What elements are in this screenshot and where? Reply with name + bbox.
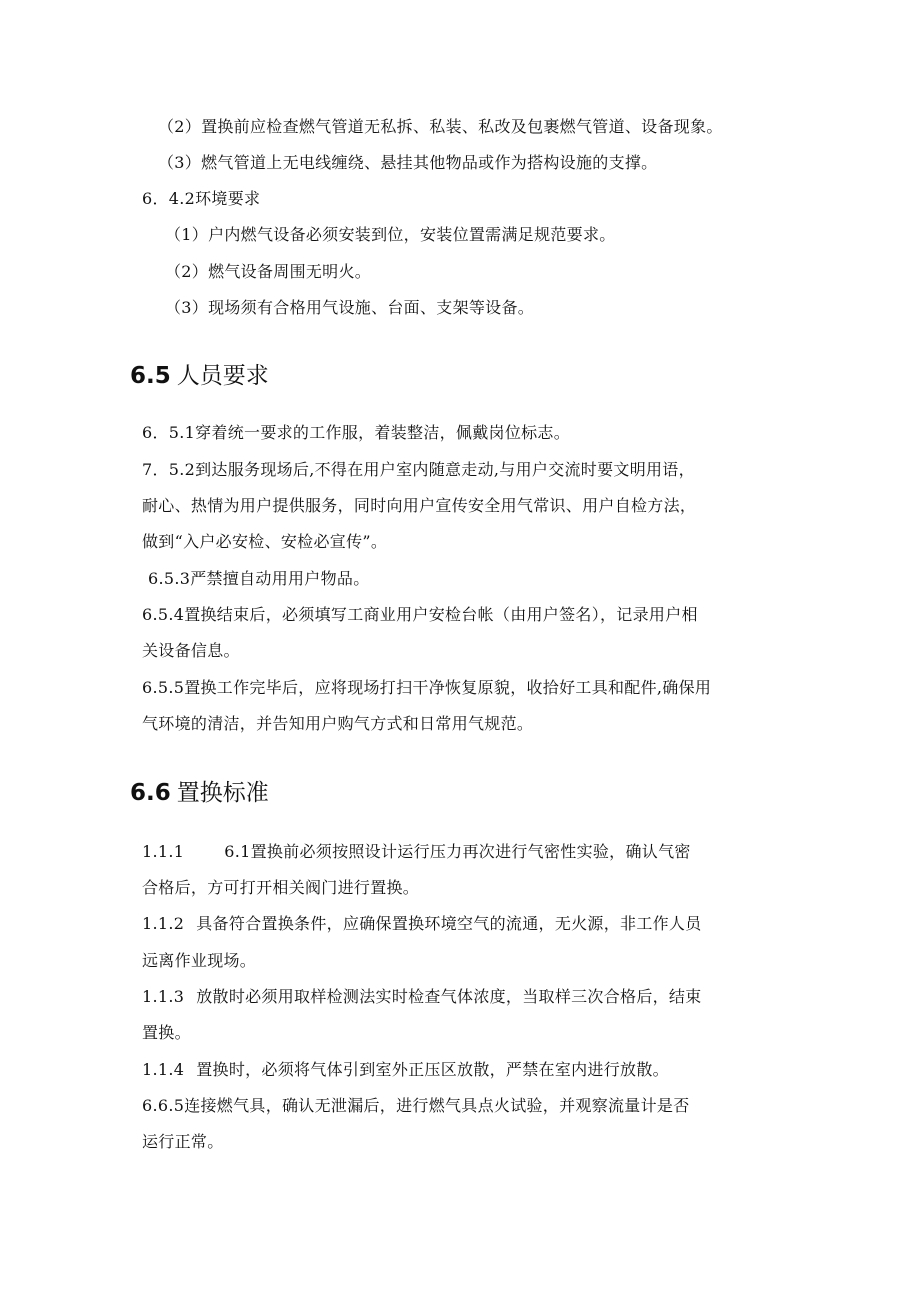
standard-number: 1.1.1 — [142, 842, 185, 861]
section-title: 置换标准 — [176, 780, 269, 806]
section-heading-6-5 — [130, 361, 269, 391]
standard-4-line-1 — [142, 1059, 669, 1081]
standard-text: 具备符合置换条件，应确保置换环境空气的流通，无火源，非工作人员 — [196, 914, 702, 933]
paragraph-6-5-1: 6．5.1穿着统一要求的工作服，着装整洁，佩戴岗位标志。 — [142, 423, 571, 442]
paragraph-6-5-2-line-1: 7．5.2到达服务现场后,不得在用户室内随意走动,与用户交流时要文明用语， — [142, 460, 695, 479]
standard-5-line-1: 6.6.5连接燃气具，确认无泄漏后，进行燃气具点火试验，并观察流量计是否 — [142, 1096, 690, 1115]
environment-item-3: （3）现场须有合格用气设施、台面、支架等设备。 — [165, 298, 535, 317]
paragraph-6-5-5-line-1: 6.5.5置换工作完毕后，应将现场打扫干净恢复原貌，收拾好工具和配件,确保用 — [142, 678, 712, 697]
paragraph-6-5-3: 6.5.3严禁擅自动用用户物品。 — [148, 569, 370, 588]
standard-1-line-1 — [142, 841, 691, 863]
standard-text: 放散时必须用取样检测法实时检查气体浓度，当取样三次合格后，结束 — [196, 987, 702, 1006]
standard-2-line-2: 远离作业现场。 — [142, 951, 257, 970]
environment-item-1: （1）户内燃气设备必须安装到位，安装位置需满足规范要求。 — [165, 225, 616, 244]
safety-item-3: （3）燃气管道上无电线缠绕、悬挂其他物品或作为搭构设施的支撑。 — [158, 153, 658, 172]
standard-1-line-2: 合格后，方可打开相关阀门进行置换。 — [142, 878, 420, 897]
standard-2-line-1 — [142, 913, 702, 935]
environment-item-2: （2）燃气设备周围无明火。 — [165, 262, 372, 281]
section-number: 6.5 — [130, 363, 171, 389]
standard-number: 1.1.4 — [142, 1060, 185, 1079]
paragraph-6-5-2-line-2: 耐心、热情为用户提供服务，同时向用户宣传安全用气常识、用户自检方法， — [142, 496, 697, 515]
standard-text: 6.1置换前必须按照设计运行压力再次进行气密性实验，确认气密 — [224, 842, 691, 861]
subsection-heading-6-4-2: 6．4.2环境要求 — [142, 189, 261, 208]
section-number: 6.6 — [130, 780, 171, 806]
section-title: 人员要求 — [176, 363, 269, 389]
paragraph-6-5-2-line-3: 做到“入户必安检、安检必宣传”。 — [142, 532, 388, 551]
paragraph-6-5-5-line-2: 气环境的清洁，并告知用户购气方式和日常用气规范。 — [142, 714, 534, 733]
standard-text: 置换时，必须将气体引到室外正压区放散，严禁在室内进行放散。 — [196, 1060, 669, 1079]
standard-5-line-2: 运行正常。 — [142, 1132, 224, 1151]
safety-item-2: （2）置换前应检查燃气管道无私拆、私装、私改及包裹燃气管道、设备现象。 — [158, 117, 723, 136]
paragraph-6-5-4-line-1: 6.5.4置换结束后，必须填写工商业用户安检台帐（由用户签名），记录用户相 — [142, 605, 698, 624]
paragraph-6-5-4-line-2: 关设备信息。 — [142, 641, 240, 660]
standard-number: 1.1.3 — [142, 987, 185, 1006]
standard-3-line-1 — [142, 986, 702, 1008]
standard-number: 1.1.2 — [142, 914, 185, 933]
section-heading-6-6 — [130, 778, 269, 808]
standard-3-line-2: 置换。 — [142, 1023, 191, 1042]
